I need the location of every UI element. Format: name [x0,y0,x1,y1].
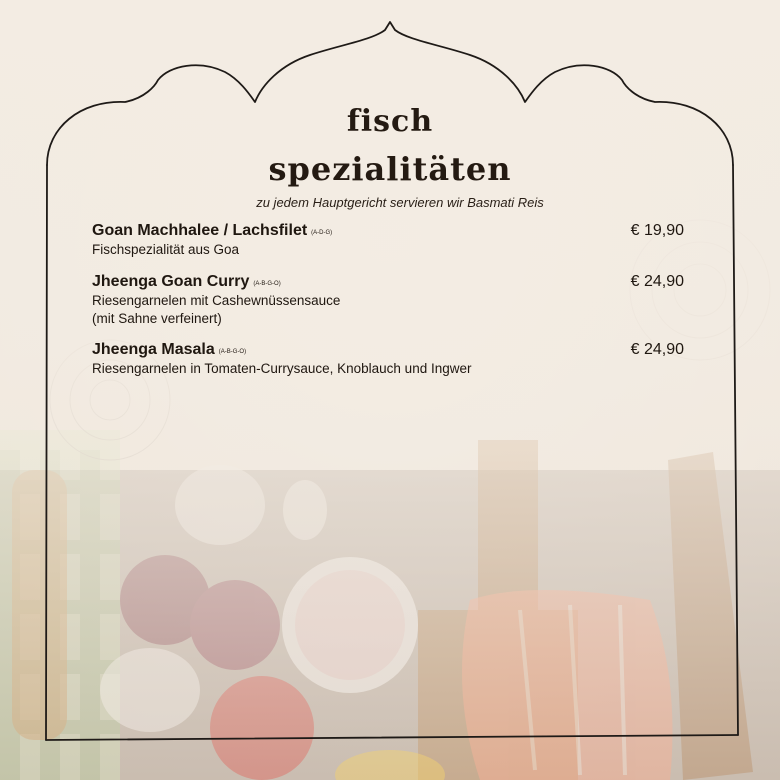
item-price: € 24,90 [630,273,684,290]
section-title-line1: fisch [346,104,434,139]
item-description [92,360,684,378]
description-line: Riesengarnelen mit Cashewnüssensauce [92,293,341,308]
item-allergens: (A-B-G-O) [218,349,247,355]
item-name: Jheenga Goan Curry [92,273,250,290]
menu-item [92,222,684,259]
description-line: Fischspezialität aus Goa [92,242,240,257]
description-line: (mit Sahne verfeinert) [92,311,222,326]
menu-item [92,341,684,378]
item-name: Jheenga Masala [92,341,215,358]
description-line: Riesengarnelen in Tomaten-Currysauce, Knoblauch und Ingwer [92,361,472,376]
item-allergens: (A-D-G) [311,230,333,236]
section-title-line2: spezialitäten [268,150,512,188]
item-price: € 24,90 [630,341,684,358]
menu-item [92,273,684,328]
item-name: Goan Machhalee / Lachsfilet [92,222,308,239]
item-price: € 19,90 [630,222,684,239]
subtitle: zu jedem Hauptgericht servieren wir Basmati Reis [256,195,544,210]
item-description [92,241,684,259]
item-allergens: (A-B-G-O) [253,281,281,287]
item-description [92,292,684,328]
